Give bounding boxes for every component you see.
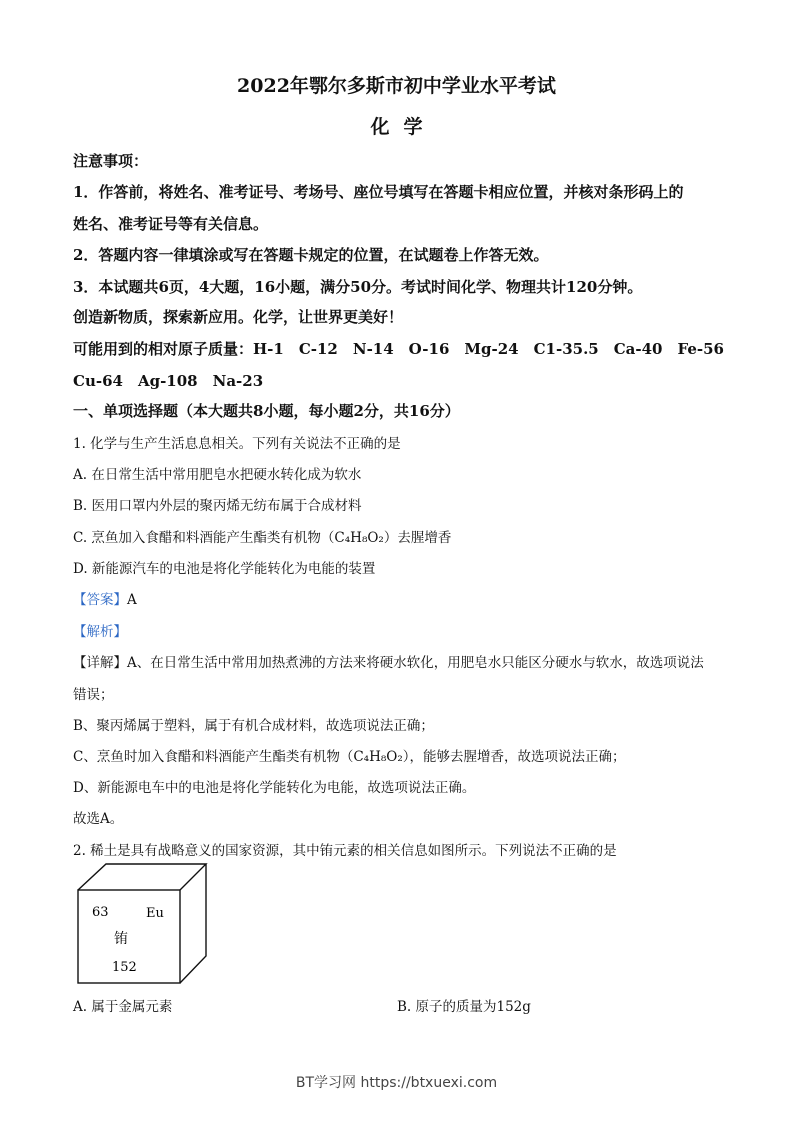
notice-heading: 注意事项：	[73, 152, 149, 170]
analysis-tag: 【解析】	[73, 624, 127, 640]
exam-title: 2022年鄂尔多斯市初中学业水平考试	[237, 75, 556, 97]
q1-option-d: D. 新能源汽车的电池是将化学能转化为电能的装置	[73, 561, 376, 577]
answer-value: A	[127, 592, 137, 608]
answer-tag: 【答案】	[73, 592, 127, 608]
element-symbol: Eu	[146, 906, 164, 921]
q1-option-c: C. 烹鱼加入食醋和料酒能产生酯类有机物（C₄H₈O₂）去腥增香	[73, 530, 452, 546]
q1-detail-c: C、烹鱼时加入食醋和料酒能产生酯类有机物（C₄H₈O₂），能够去腥增香，故选项说法正确；	[73, 749, 626, 765]
q1-answer	[73, 588, 137, 608]
detail-text: A、在日常生活中常用加热煮沸的方法来将硬水软化，用肥皂水只能区分硬水与软水，故选项说法	[127, 655, 704, 671]
cube-top-face	[78, 864, 206, 890]
q2-stem: 2. 稀土是具有战略意义的国家资源，其中铕元素的相关信息如图所示。下列说法不正确的是	[73, 843, 617, 859]
q2-option-b: B. 原子的质量为152g	[397, 999, 531, 1015]
notice-item-3: 3．本试题共6页，4大题，16小题，满分50分。考试时间化学、物理共计120分钟。	[73, 278, 643, 296]
element-number: 63	[92, 905, 109, 920]
atomic-masses-line-1: 可能用到的相对原子质量：H-1 C-12 N-14 O-16 Mg-24 C1-35.5 Ca-40 Fe-56	[73, 340, 724, 358]
q1-conclusion: 故选A。	[73, 811, 124, 827]
section-1-heading: 一、单项选择题（本大题共8小题，每小题2分，共16分）	[73, 402, 460, 420]
q2-option-a: A. 属于金属元素	[73, 999, 173, 1015]
footer-watermark: BT学习网 https://btxuexi.com	[295, 1075, 498, 1091]
element-cube-diagram	[74, 860, 214, 990]
q1-option-b: B. 医用口罩内外层的聚丙烯无纺布属于合成材料	[73, 498, 362, 514]
atomic-masses-line-2: Cu-64 Ag-108 Na-23	[73, 372, 264, 390]
q1-detail-line-2: 错误；	[73, 687, 114, 703]
notice-item-1-line-1: 1．作答前，将姓名、准考证号、考场号、座位号填写在答题卡相应位置，并核对条形码上的	[73, 183, 684, 201]
slogan: 创造新物质，探索新应用。化学，让世界更美好！	[73, 308, 404, 326]
element-mass: 152	[112, 960, 137, 975]
element-name: 铕	[114, 931, 128, 947]
q1-detail-d: D、新能源电车中的电池是将化学能转化为电能，故选项说法正确。	[73, 780, 476, 796]
q1-stem: 1. 化学与生产生活息息相关。下列有关说法不正确的是	[73, 436, 401, 452]
q1-detail-b: B、聚丙烯属于塑料，属于有机合成材料，故选项说法正确；	[73, 718, 434, 734]
notice-item-1-line-2: 姓名、准考证号等有关信息。	[73, 215, 269, 233]
detail-tag: 【详解】	[73, 655, 127, 671]
notice-item-2: 2．答题内容一律填涂或写在答题卡规定的位置，在试题卷上作答无效。	[73, 246, 549, 264]
subject-title: 化学	[370, 116, 437, 138]
q1-detail-line-1	[73, 651, 704, 671]
cube-side-face	[180, 864, 206, 983]
q1-option-a: A. 在日常生活中常用肥皂水把硬水转化成为软水	[73, 467, 362, 483]
